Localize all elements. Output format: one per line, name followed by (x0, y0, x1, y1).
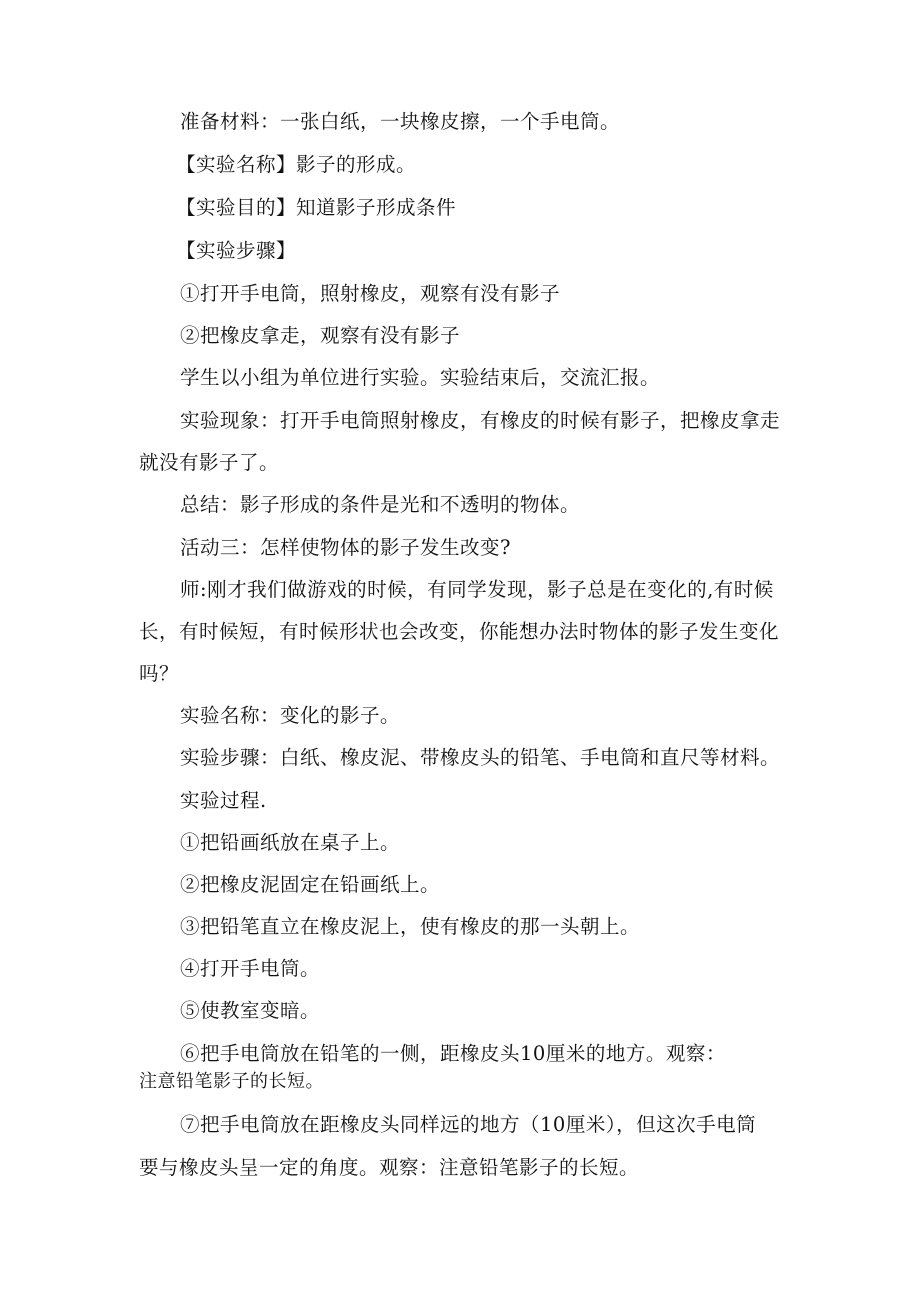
process-step-6-line-1: ⑥把手电筒放在铅笔的一侧，距橡皮头10厘米的地方。观察： (180, 1042, 726, 1065)
experiment-name-line: 实验名称：变化的影子。 (180, 704, 401, 727)
experiment-process-heading: 实验过程. (180, 789, 267, 812)
phenomenon-line-2: 就没有影子了。 (139, 451, 280, 474)
summary-line: 总结：影子形成的条件是光和不透明的物体。 (180, 493, 581, 516)
process-step-6-line-2: 注意铅笔影子的长短。 (139, 1071, 324, 1092)
teacher-line-3: 吗？ (139, 662, 180, 685)
experiment-purpose-heading: 【实验目的】知道影子形成条件 (176, 196, 457, 219)
process-step-7-line-2: 要与橡皮头呈一定的角度。观察：注意铅笔影子的长短。 (139, 1156, 640, 1179)
materials-line: 准备材料：一张白纸，一块橡皮擦，一个手电筒。 (180, 110, 621, 133)
process-step-5: ⑤使教室变暗。 (180, 999, 321, 1022)
phenomenon-line-1: 实验现象：打开手电筒照射橡皮，有橡皮的时候有影子，把橡皮拿走 (180, 409, 781, 432)
process-step-2: ②把橡皮泥固定在铅画纸上。 (180, 873, 441, 896)
experiment-steps-heading: 【实验步骤】 (176, 239, 297, 262)
group-experiment-line: 学生以小组为单位进行实验。实验结束后，交流汇报。 (180, 366, 661, 389)
process-step-1: ①把铅画纸放在桌子上。 (180, 831, 401, 854)
experiment-name-heading: 【实验名称】影子的形成。 (176, 153, 417, 176)
step-2-line: ②把橡皮拿走，观察有没有影子 (180, 324, 461, 347)
teacher-line-1: 师:刚才我们做游戏的时候，有同学发现，影子总是在变化的,有时候 (180, 578, 774, 601)
process-step-7-line-1: ⑦把手电筒放在距橡皮头同样远的地方（10厘米），但这次手电筒 (180, 1113, 757, 1136)
activity-three-heading: 活动三：怎样使物体的影子发生改变? (180, 536, 511, 559)
step-1-line: ①打开手电筒，照射橡皮，观察有没有影子 (180, 282, 561, 305)
process-step-3: ③把铅笔直立在橡皮泥上，使有橡皮的那一头朝上。 (180, 915, 641, 938)
experiment-steps-line: 实验步骤：白纸、橡皮泥、带橡皮头的铅笔、手电筒和直尺等材料。 (180, 746, 781, 769)
process-step-4: ④打开手电筒。 (180, 957, 321, 980)
teacher-line-2: 长，有时候短，有时候形状也会改变，你能想办法时物体的影子发生变化 (139, 620, 780, 643)
